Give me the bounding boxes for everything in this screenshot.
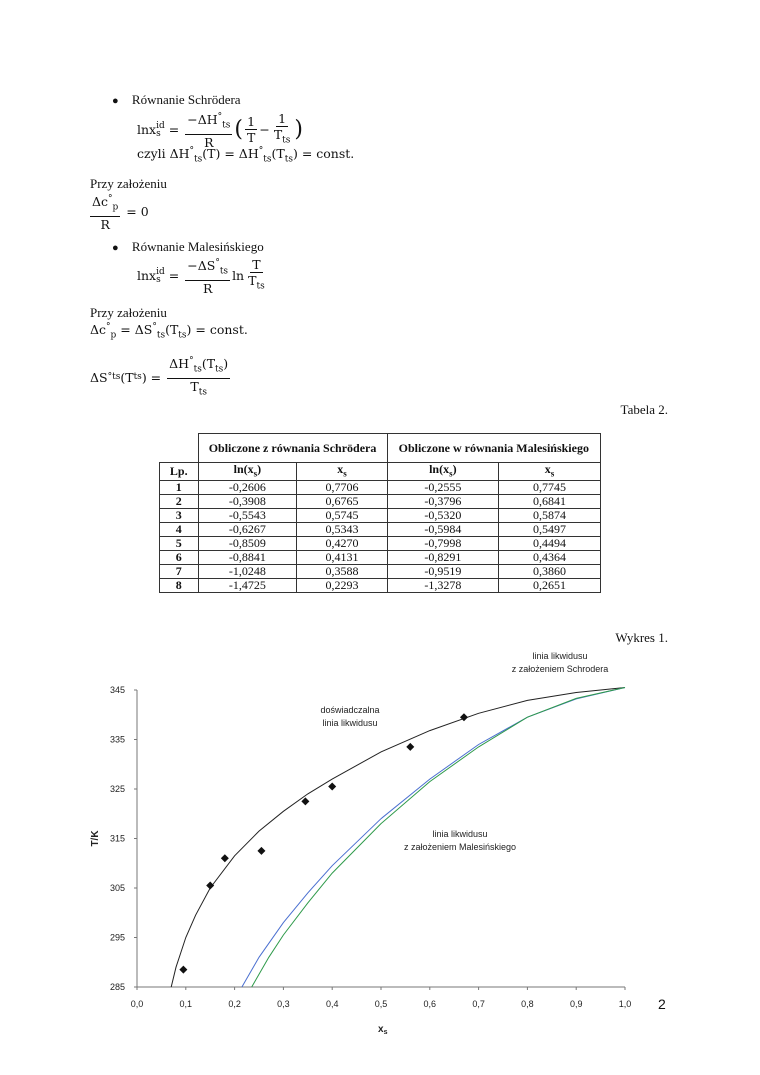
annotation-malesinskiego-line1: linia likwidusu — [432, 829, 488, 839]
assumption1-equation: $\frac{\Delta c^\circ_p}{R}$ = 0 — [92, 194, 149, 232]
results-table — [159, 433, 601, 593]
data-point — [179, 966, 187, 974]
schrodera-equation: lnx id s = $\frac{-\Delta H^\circ_{ts}}{R}$ ( $\frac{1}{T}$ − $\frac{1}{T_{ts}}$ ) — [137, 111, 303, 150]
x-tick-label: 1,0 — [618, 999, 632, 1009]
x-axis-label: $x_s$ — [378, 1024, 388, 1036]
data-point — [206, 882, 214, 890]
y-axis-label: T/K — [90, 830, 101, 847]
x-tick-label: 0,1 — [179, 999, 193, 1009]
chart-series — [171, 688, 625, 988]
data-point — [301, 797, 309, 805]
x-axis-ticks — [131, 987, 632, 1009]
table-row: 5 -0,8509 0,4270 -0,7998 0,4494 — [160, 537, 601, 551]
y-axis-ticks — [110, 685, 137, 992]
table-row: 8 -1,4725 0,2293 -1,3278 0,2651 — [160, 579, 601, 593]
series-line-0 — [171, 688, 625, 988]
y-tick-label: 305 — [109, 883, 125, 893]
col-lp: Lp. — [160, 463, 199, 481]
x-tick-label: 0,2 — [228, 999, 241, 1009]
data-point — [257, 847, 265, 855]
x-tick-label: 0,9 — [569, 999, 583, 1009]
data-point — [460, 713, 468, 721]
x-tick-label: 0,7 — [472, 999, 485, 1009]
annotation-schrodera-line1: linia likwidusu — [532, 651, 588, 661]
y-tick-label: 285 — [109, 982, 125, 992]
bullet-dot: ● — [112, 242, 119, 254]
chart-gridlines — [137, 690, 625, 987]
assumption2-label: Przy założeniu — [90, 305, 167, 320]
entropy-equation: ΔS ° ts (T ts ) = $\frac{\Delta H^\circ_{ts}(T_{ts})}{T_{ts}}$ — [90, 356, 229, 398]
x-tick-label: 0,5 — [374, 999, 388, 1009]
liquidus-chart — [80, 645, 680, 1045]
assumption1-label: Przy założeniu — [90, 176, 167, 191]
y-tick-label: 295 — [109, 932, 125, 943]
schrodera-fraction: $\frac{-\Delta H^\circ_{ts}}{R}$ — [187, 112, 231, 150]
y-tick-label: 325 — [109, 784, 125, 794]
table-row: 7 -1,0248 0,3588 -0,9519 0,3860 — [160, 565, 601, 579]
col-ln1: $\ln(x_s)$ — [198, 463, 297, 481]
assumption2-equation: $\Delta c^\circ_p = \Delta S^\circ_{ts}(T_{ts})$ = const. — [90, 322, 248, 341]
x-tick-label: 0,8 — [521, 999, 534, 1009]
annotation-experimental-line1: doświadczalna — [320, 705, 380, 715]
col-ln2: $\ln(x_s)$ — [387, 463, 499, 481]
y-tick-label: 315 — [109, 833, 125, 844]
col-x2: $x_s$ — [499, 463, 601, 481]
czyli-line: czyli $\Delta H^\circ_{ts}(T) = \Delta H^\circ_{ts}(T_{ts})$ = const. — [137, 146, 355, 165]
malesinskiego-equation: lnx id s = $\frac{-\Delta S^\circ_{ts}}{R}$ ln $\frac{T}{T_{ts}}$ — [137, 257, 265, 296]
annotation-malesinskiego-line2: z założeniem Malesińskiego — [403, 842, 517, 852]
table-row: 6 -0,8841 0,4131 -0,8291 0,4364 — [160, 551, 601, 565]
x-tick-label: 0,6 — [423, 999, 437, 1009]
y-tick-label: 335 — [109, 734, 125, 745]
group-schrodera: Obliczone z równania Schrödera — [198, 434, 387, 463]
col-x1: $x_s$ — [297, 463, 387, 481]
group-malesinskiego: Obliczone w równania Malesińskiego — [387, 434, 600, 463]
annotation-experimental-line2: linia likwidusu — [322, 718, 378, 728]
table-row: 4 -0,6267 0,5343 -0,5984 0,5497 — [160, 523, 601, 537]
x-tick-label: 0,4 — [325, 999, 339, 1009]
table-row: 1 -0,2606 0,7706 -0,2555 0,7745 — [160, 481, 601, 495]
bullet-malesinskiego — [112, 239, 264, 256]
table-caption: Tabela 2. — [620, 402, 668, 417]
y-tick-label: 345 — [109, 685, 125, 695]
malesinskiego-title: Równanie Malesińskiego — [131, 239, 264, 254]
table-row: 3 -0,5543 0,5745 -0,5320 0,5874 — [160, 509, 601, 523]
data-point — [221, 854, 229, 862]
x-tick-label: 0,3 — [277, 999, 290, 1009]
schrodera-title: Równanie Schrödera — [131, 92, 241, 107]
table-column-header — [160, 463, 601, 481]
annotation-schrodera-line2: z założeniem Schrodera — [511, 664, 609, 674]
table-group-header — [160, 434, 601, 463]
table-row: 2 -0,3908 0,6765 -0,3796 0,6841 — [160, 495, 601, 509]
chart-caption: Wykres 1. — [615, 630, 668, 645]
data-point — [328, 783, 336, 791]
bullet-schrodera — [112, 92, 241, 109]
bullet-dot: ● — [112, 95, 119, 107]
page-number: 2 — [658, 996, 666, 1012]
x-tick-label: 0,0 — [130, 999, 144, 1009]
data-point — [406, 743, 414, 751]
